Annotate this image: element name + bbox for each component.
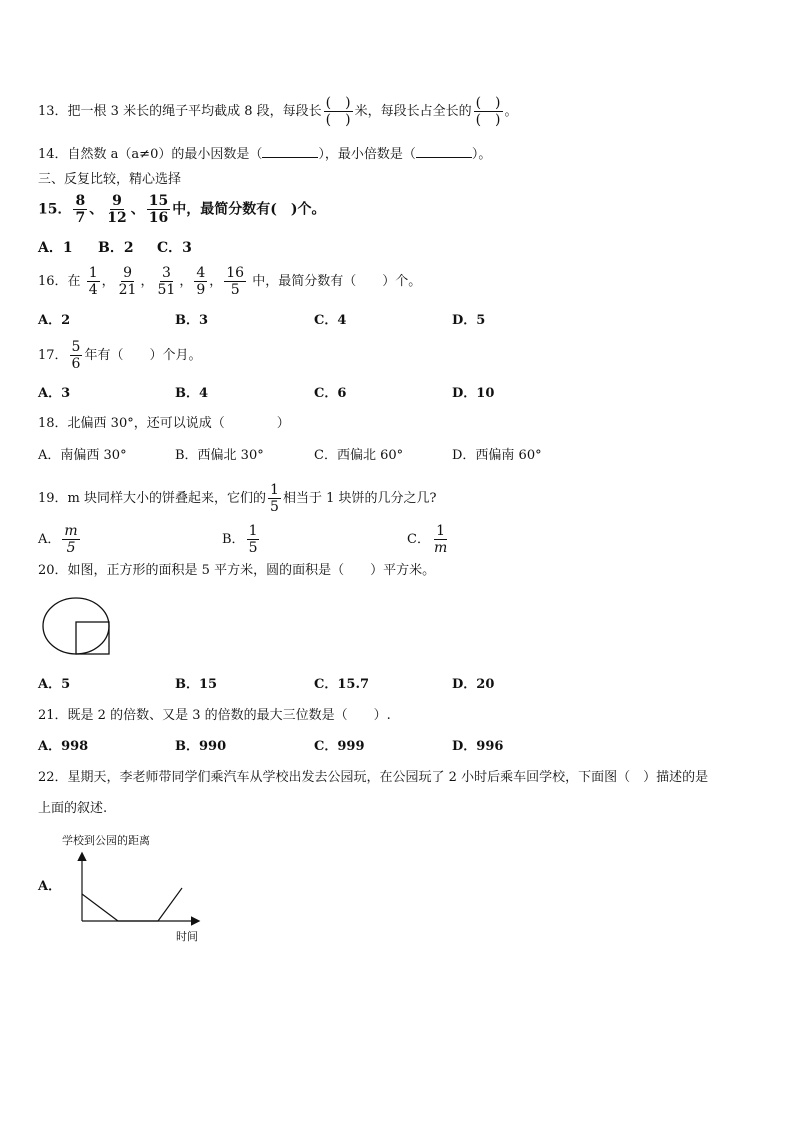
question-22-continued: 上面的叙述. xyxy=(38,801,108,816)
question-20: 20．如图，正方形的面积是 5 平方米，圆的面积是（ ）平方米。 xyxy=(38,563,436,578)
question-22: 22．星期天，李老师带同学们乘汽车从学校出发去公园玩，在公园玩了 2 小时后乘车回学校，下面图（ ）描述的是 xyxy=(38,770,709,785)
question-number: 21． xyxy=(38,708,68,723)
question-number: 17． xyxy=(38,348,68,363)
option-c[interactable]: C．15.7 xyxy=(314,677,370,692)
option-a[interactable]: A． $\frac{m}{5}$ xyxy=(38,523,78,556)
option-a[interactable]: A． xyxy=(38,879,62,894)
question-16: 16．在 $\frac{1}{4}$ ， $\frac{9}{21}$ ， $\frac{3}{51}$ ， $\frac{4}{9}$ ， $\frac{16}{5}$ 中，最简分数有（ ）个。 xyxy=(38,265,422,298)
question-number: 22． xyxy=(38,770,68,785)
section-heading: 三、反复比较，精心选择 xyxy=(38,172,182,187)
option-d[interactable]: D．西偏南 60° xyxy=(452,448,542,463)
option-b[interactable]: B． $\frac{1}{5}$ xyxy=(222,523,258,556)
option-c[interactable]: C．6 xyxy=(314,386,347,401)
question-14: 14．自然数 a（a≠0）的最小因数是（ ），最小倍数是（ ）。 xyxy=(38,147,492,162)
answer-blank[interactable] xyxy=(416,145,472,158)
option-c[interactable]: C．西偏北 60° xyxy=(314,448,404,463)
answer-blank[interactable] xyxy=(262,145,318,158)
option-a[interactable]: A．3 xyxy=(38,386,71,401)
circle-square-figure xyxy=(38,596,118,660)
question-number: 14． xyxy=(38,147,68,162)
option-a[interactable]: A．2 xyxy=(38,313,71,328)
answer-fraction-blank[interactable]: $\frac{( )}{( )}$ xyxy=(325,95,351,128)
option-d[interactable]: D．996 xyxy=(452,739,504,754)
option-c[interactable]: C．4 xyxy=(314,313,347,328)
option-a[interactable]: A．998 xyxy=(38,739,89,754)
option-a[interactable]: A．5 xyxy=(38,677,71,692)
option-a[interactable]: A．南偏西 30° xyxy=(38,448,127,463)
option-c[interactable]: C．999 xyxy=(314,739,365,754)
question-number: 20． xyxy=(38,563,68,578)
option-b[interactable]: B．西偏北 30° xyxy=(175,448,264,463)
option-d[interactable]: D．10 xyxy=(452,386,495,401)
answer-fraction-blank[interactable]: $\frac{( )}{( )}$ xyxy=(475,95,501,128)
option-a[interactable]: A．1 xyxy=(38,240,73,256)
question-number: 16． xyxy=(38,274,68,289)
option-c[interactable]: C． $\frac{1}{m}$ xyxy=(407,523,448,556)
question-13: 13．把一根 3 米长的绳子平均截成 8 段，每段长 $\frac{( )}{( )}$ 米，每段长占全长的 $\frac{( )}{( )}$ 。 xyxy=(38,95,518,128)
graph-x-label: 时间 xyxy=(176,930,198,943)
question-18: 18．北偏西 30°，还可以说成（ ） xyxy=(38,416,290,431)
question-21: 21．既是 2 的倍数、又是 3 的倍数的最大三位数是（ ）. xyxy=(38,708,391,723)
option-b[interactable]: B．990 xyxy=(175,739,227,754)
question-number: 18． xyxy=(38,416,68,431)
option-d[interactable]: D．5 xyxy=(452,313,486,328)
question-number: 13． xyxy=(38,104,68,119)
question-number: 15． xyxy=(38,201,72,218)
question-19: 19．m 块同样大小的饼叠起来，它们的 $\frac{1}{5}$ 相当于 1 块饼的几分之几? xyxy=(38,482,437,515)
question-15: 15． $\frac{8}{7}$ 、 $\frac{9}{12}$ 、 $\frac{15}{16}$ 中，最简分数有( )个。 xyxy=(38,193,326,226)
option-b[interactable]: B．15 xyxy=(175,677,218,692)
question-17: 17． $\frac{5}{6}$ 年有（ ）个月。 xyxy=(38,339,202,372)
question-number: 19． xyxy=(38,491,68,506)
graph-y-label: 学校到公园的距离 xyxy=(62,834,150,847)
option-b[interactable]: B．4 xyxy=(175,386,209,401)
option-c[interactable]: C．3 xyxy=(157,240,192,256)
option-b[interactable]: B．2 xyxy=(98,240,134,256)
option-b[interactable]: B．3 xyxy=(175,313,209,328)
option-d[interactable]: D．20 xyxy=(452,677,495,692)
distance-time-graph xyxy=(58,830,208,945)
